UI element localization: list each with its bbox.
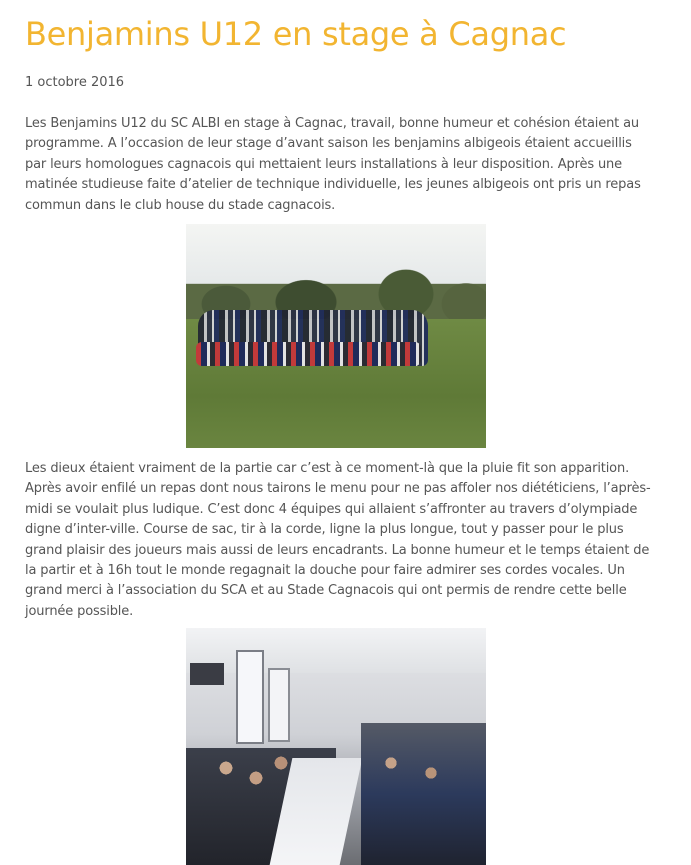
photo-poster: [190, 663, 224, 685]
article: [25, 0, 655, 619]
team-photo-field[interactable]: [186, 224, 486, 448]
photo-diners-right: [361, 723, 486, 865]
photo-window-2: [268, 668, 290, 742]
photo-players-front-row: [196, 342, 421, 366]
photo-ceiling: [186, 628, 486, 673]
article-title: Benjamins U12 en stage à Cagnac: [25, 15, 567, 53]
article-date: 1 octobre 2016: [25, 75, 125, 90]
article-paragraph-2: Les dieux étaient vraiment de la partie car c’est à ce moment-là que la pluie fit son apparition. Après avoir enfilé un repas dont nous tairons le menu pour ne pas affoler nos diététiciens, l’après-midi se voulait plus ludique. C’est donc 4 équipes qui allaient s’affronter au travers d’olympiade digne d’inter-ville. Course de sac, tir à la corde, ligne la plus longue, tout y passer pour le plus grand plaisir des joueurs mais aussi de leurs encadrants. La bonne humeur et le temps étaient de la partir et à 16h tout le monde regagnait la douche pour faire admirer ses cordes vocales. Un grand merci à l’association du SCA et au Stade Cagnacois qui ont permis de rendre cette belle journée possible.: [25, 461, 651, 619]
article-paragraph-1: Les Benjamins U12 du SC ALBI en stage à Cagnac, travail, bonne humeur et cohésion étaient au programme. A l’occasion de leur stage d’avant saison les benjamins albigeois étaient accueillis par leurs homologues cagnacois qui mettaient leurs installations à leur disposition. Après une matinée studieuse faite d’atelier de technique individuelle, les jeunes albigeois ont pris un repas commun dans le club house du stade cagnacois.: [25, 116, 641, 213]
photo-window: [236, 650, 264, 744]
team-photo-dining-hall[interactable]: [186, 628, 486, 865]
